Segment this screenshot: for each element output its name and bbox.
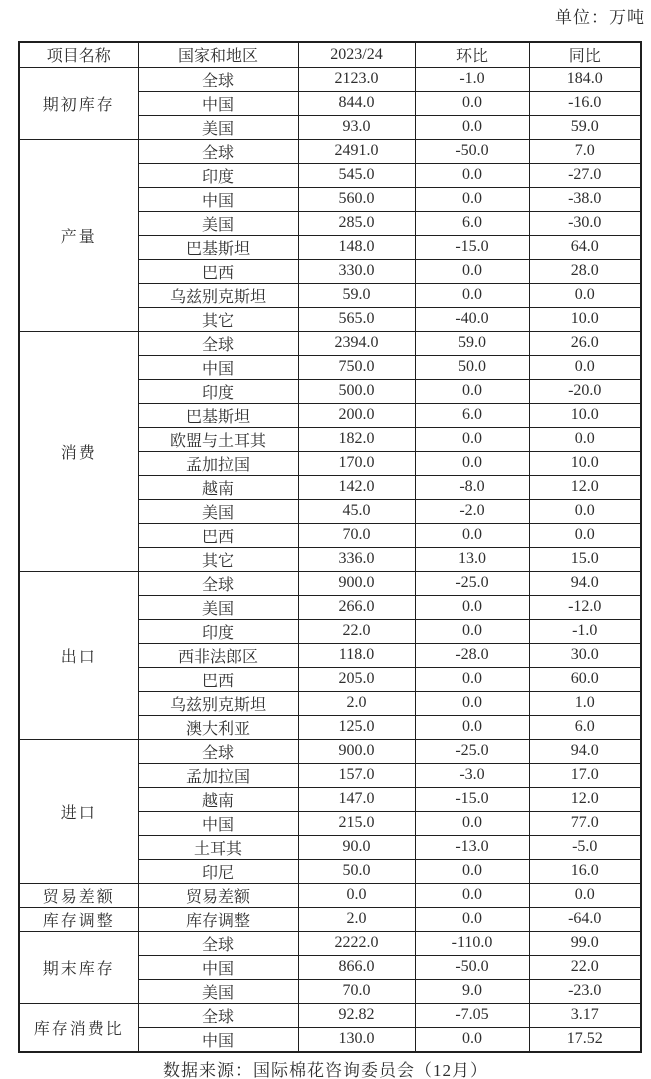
value-cell: 130.0 — [298, 1027, 415, 1052]
mom-cell: 13.0 — [415, 547, 529, 571]
value-cell: 565.0 — [298, 307, 415, 331]
yoy-cell: 0.0 — [529, 523, 641, 547]
yoy-cell: 0.0 — [529, 499, 641, 523]
mom-cell: -50.0 — [415, 955, 529, 979]
value-cell: 2491.0 — [298, 139, 415, 163]
value-cell: 215.0 — [298, 811, 415, 835]
region-cell: 其它 — [138, 307, 298, 331]
region-cell: 巴西 — [138, 523, 298, 547]
table-body — [19, 67, 641, 1052]
value-cell: 336.0 — [298, 547, 415, 571]
yoy-cell: -12.0 — [529, 595, 641, 619]
region-cell: 印度 — [138, 619, 298, 643]
value-cell: 70.0 — [298, 979, 415, 1003]
item-name-cell: 贸易差额 — [19, 883, 138, 907]
mom-cell: 0.0 — [415, 163, 529, 187]
region-cell: 中国 — [138, 1027, 298, 1052]
yoy-cell: -16.0 — [529, 91, 641, 115]
table-row — [19, 883, 641, 907]
table-row — [19, 571, 641, 595]
region-cell: 库存调整 — [138, 907, 298, 931]
yoy-cell: 184.0 — [529, 67, 641, 91]
yoy-cell: 1.0 — [529, 691, 641, 715]
mom-cell: -2.0 — [415, 499, 529, 523]
value-cell: 170.0 — [298, 451, 415, 475]
mom-cell: 0.0 — [415, 883, 529, 907]
yoy-cell: 17.52 — [529, 1027, 641, 1052]
header-row — [19, 42, 641, 67]
value-cell: 2222.0 — [298, 931, 415, 955]
table-row — [19, 331, 641, 355]
yoy-cell: 77.0 — [529, 811, 641, 835]
table-row — [19, 139, 641, 163]
value-cell: 2394.0 — [298, 331, 415, 355]
mom-cell: 0.0 — [415, 91, 529, 115]
yoy-cell: 15.0 — [529, 547, 641, 571]
region-cell: 全球 — [138, 739, 298, 763]
yoy-cell: 60.0 — [529, 667, 641, 691]
value-cell: 142.0 — [298, 475, 415, 499]
mom-cell: 0.0 — [415, 115, 529, 139]
region-cell: 美国 — [138, 979, 298, 1003]
value-cell: 148.0 — [298, 235, 415, 259]
header-mom: 环比 — [415, 42, 529, 67]
region-cell: 中国 — [138, 955, 298, 979]
value-cell: 200.0 — [298, 403, 415, 427]
region-cell: 中国 — [138, 811, 298, 835]
region-cell: 巴基斯坦 — [138, 403, 298, 427]
value-cell: 2.0 — [298, 691, 415, 715]
mom-cell: 0.0 — [415, 187, 529, 211]
value-cell: 59.0 — [298, 283, 415, 307]
value-cell: 93.0 — [298, 115, 415, 139]
mom-cell: -8.0 — [415, 475, 529, 499]
region-cell: 越南 — [138, 475, 298, 499]
header-yoy: 同比 — [529, 42, 641, 67]
item-name-cell: 出口 — [19, 571, 138, 739]
yoy-cell: 28.0 — [529, 259, 641, 283]
region-cell: 中国 — [138, 91, 298, 115]
yoy-cell: -64.0 — [529, 907, 641, 931]
mom-cell: 0.0 — [415, 811, 529, 835]
region-cell: 中国 — [138, 355, 298, 379]
yoy-cell: 26.0 — [529, 331, 641, 355]
region-cell: 土耳其 — [138, 835, 298, 859]
mom-cell: 0.0 — [415, 859, 529, 883]
mom-cell: -13.0 — [415, 835, 529, 859]
yoy-cell: 94.0 — [529, 571, 641, 595]
mom-cell: 0.0 — [415, 907, 529, 931]
yoy-cell: 3.17 — [529, 1003, 641, 1027]
region-cell: 全球 — [138, 1003, 298, 1027]
yoy-cell: 6.0 — [529, 715, 641, 739]
mom-cell: 0.0 — [415, 523, 529, 547]
value-cell: 866.0 — [298, 955, 415, 979]
value-cell: 900.0 — [298, 739, 415, 763]
region-cell: 全球 — [138, 139, 298, 163]
region-cell: 印度 — [138, 379, 298, 403]
item-name-cell: 库存消费比 — [19, 1003, 138, 1052]
region-cell: 西非法郎区 — [138, 643, 298, 667]
yoy-cell: 12.0 — [529, 475, 641, 499]
value-cell: 22.0 — [298, 619, 415, 643]
unit-label: 单位：万吨 — [555, 8, 645, 27]
table-row — [19, 1003, 641, 1027]
mom-cell: 0.0 — [415, 667, 529, 691]
yoy-cell: -23.0 — [529, 979, 641, 1003]
yoy-cell: 10.0 — [529, 307, 641, 331]
region-cell: 巴西 — [138, 259, 298, 283]
value-cell: 50.0 — [298, 859, 415, 883]
mom-cell: 0.0 — [415, 451, 529, 475]
yoy-cell: 10.0 — [529, 403, 641, 427]
mom-cell: 9.0 — [415, 979, 529, 1003]
item-name-cell: 库存调整 — [19, 907, 138, 931]
region-cell: 全球 — [138, 571, 298, 595]
region-cell: 巴基斯坦 — [138, 235, 298, 259]
value-cell: 147.0 — [298, 787, 415, 811]
mom-cell: 0.0 — [415, 691, 529, 715]
region-cell: 乌兹别克斯坦 — [138, 283, 298, 307]
mom-cell: -28.0 — [415, 643, 529, 667]
value-cell: 205.0 — [298, 667, 415, 691]
value-cell: 2.0 — [298, 907, 415, 931]
yoy-cell: -30.0 — [529, 211, 641, 235]
item-name-cell: 期初库存 — [19, 67, 138, 139]
yoy-cell: 64.0 — [529, 235, 641, 259]
region-cell: 孟加拉国 — [138, 763, 298, 787]
yoy-cell: 10.0 — [529, 451, 641, 475]
mom-cell: 59.0 — [415, 331, 529, 355]
yoy-cell: -5.0 — [529, 835, 641, 859]
mom-cell: 6.0 — [415, 403, 529, 427]
mom-cell: -15.0 — [415, 235, 529, 259]
mom-cell: 50.0 — [415, 355, 529, 379]
mom-cell: -50.0 — [415, 139, 529, 163]
mom-cell: 0.0 — [415, 283, 529, 307]
value-cell: 90.0 — [298, 835, 415, 859]
mom-cell: 0.0 — [415, 1027, 529, 1052]
yoy-cell: -38.0 — [529, 187, 641, 211]
yoy-cell: 17.0 — [529, 763, 641, 787]
region-cell: 中国 — [138, 187, 298, 211]
yoy-cell: 22.0 — [529, 955, 641, 979]
mom-cell: 0.0 — [415, 715, 529, 739]
region-cell: 巴西 — [138, 667, 298, 691]
value-cell: 92.82 — [298, 1003, 415, 1027]
value-cell: 560.0 — [298, 187, 415, 211]
region-cell: 全球 — [138, 67, 298, 91]
region-cell: 其它 — [138, 547, 298, 571]
mom-cell: 0.0 — [415, 619, 529, 643]
value-cell: 545.0 — [298, 163, 415, 187]
mom-cell: -3.0 — [415, 763, 529, 787]
value-cell: 330.0 — [298, 259, 415, 283]
yoy-cell: -1.0 — [529, 619, 641, 643]
cotton-balance-table — [18, 41, 642, 1053]
region-cell: 全球 — [138, 331, 298, 355]
value-cell: 750.0 — [298, 355, 415, 379]
mom-cell: -40.0 — [415, 307, 529, 331]
mom-cell: 6.0 — [415, 211, 529, 235]
mom-cell: 0.0 — [415, 379, 529, 403]
mom-cell: 0.0 — [415, 259, 529, 283]
region-cell: 美国 — [138, 115, 298, 139]
region-cell: 贸易差额 — [138, 883, 298, 907]
value-cell: 182.0 — [298, 427, 415, 451]
yoy-cell: 0.0 — [529, 427, 641, 451]
item-name-cell: 期末库存 — [19, 931, 138, 1003]
region-cell: 孟加拉国 — [138, 451, 298, 475]
mom-cell: -110.0 — [415, 931, 529, 955]
table-header — [19, 42, 641, 67]
region-cell: 越南 — [138, 787, 298, 811]
yoy-cell: 99.0 — [529, 931, 641, 955]
value-cell: 900.0 — [298, 571, 415, 595]
value-cell: 266.0 — [298, 595, 415, 619]
value-cell: 0.0 — [298, 883, 415, 907]
yoy-cell: -20.0 — [529, 379, 641, 403]
region-cell: 印尼 — [138, 859, 298, 883]
item-name-cell: 消费 — [19, 331, 138, 571]
table-row — [19, 931, 641, 955]
value-cell: 2123.0 — [298, 67, 415, 91]
region-cell: 美国 — [138, 595, 298, 619]
value-cell: 45.0 — [298, 499, 415, 523]
mom-cell: -1.0 — [415, 67, 529, 91]
mom-cell: 0.0 — [415, 595, 529, 619]
table-row — [19, 739, 641, 763]
mom-cell: -25.0 — [415, 739, 529, 763]
value-cell: 285.0 — [298, 211, 415, 235]
region-cell: 美国 — [138, 499, 298, 523]
yoy-cell: 12.0 — [529, 787, 641, 811]
header-country-region: 国家和地区 — [138, 42, 298, 67]
mom-cell: -15.0 — [415, 787, 529, 811]
mom-cell: -25.0 — [415, 571, 529, 595]
region-cell: 美国 — [138, 211, 298, 235]
region-cell: 乌兹别克斯坦 — [138, 691, 298, 715]
region-cell: 欧盟与土耳其 — [138, 427, 298, 451]
value-cell: 844.0 — [298, 91, 415, 115]
table-row — [19, 907, 641, 931]
yoy-cell: 7.0 — [529, 139, 641, 163]
yoy-cell: 30.0 — [529, 643, 641, 667]
yoy-cell: 0.0 — [529, 283, 641, 307]
yoy-cell: -27.0 — [529, 163, 641, 187]
region-cell: 印度 — [138, 163, 298, 187]
item-name-cell: 产量 — [19, 139, 138, 331]
yoy-cell: 16.0 — [529, 859, 641, 883]
table-row — [19, 67, 641, 91]
header-season: 2023/24 — [298, 42, 415, 67]
item-name-cell: 进口 — [19, 739, 138, 883]
region-cell: 澳大利亚 — [138, 715, 298, 739]
data-source-note: 数据来源：国际棉花咨询委员会（12月） — [163, 1060, 488, 1079]
value-cell: 157.0 — [298, 763, 415, 787]
yoy-cell: 94.0 — [529, 739, 641, 763]
mom-cell: 0.0 — [415, 427, 529, 451]
value-cell: 70.0 — [298, 523, 415, 547]
value-cell: 118.0 — [298, 643, 415, 667]
yoy-cell: 0.0 — [529, 355, 641, 379]
yoy-cell: 59.0 — [529, 115, 641, 139]
value-cell: 500.0 — [298, 379, 415, 403]
mom-cell: -7.05 — [415, 1003, 529, 1027]
header-item-name: 项目名称 — [19, 42, 138, 67]
region-cell: 全球 — [138, 931, 298, 955]
yoy-cell: 0.0 — [529, 883, 641, 907]
value-cell: 125.0 — [298, 715, 415, 739]
